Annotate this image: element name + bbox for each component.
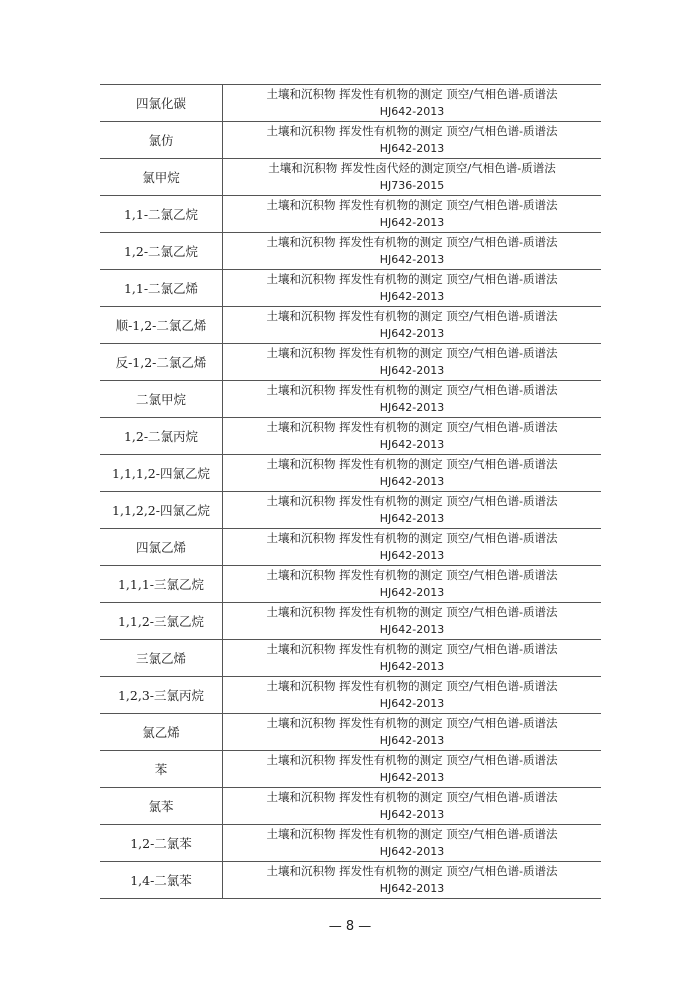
standard-code: HJ642-2013 bbox=[379, 697, 445, 710]
analyte-name-cell: 1,2-二氯丙烷 bbox=[100, 418, 223, 455]
table-row bbox=[100, 307, 601, 344]
method-title: 土壤和沉积物 挥发性有机物的测定 顶空/气相色谱-质谱法 bbox=[266, 568, 558, 582]
method-cell bbox=[223, 677, 602, 714]
table-row bbox=[100, 751, 601, 788]
analyte-name-cell: 二氯甲烷 bbox=[100, 381, 223, 418]
standard-code: HJ642-2013 bbox=[379, 512, 445, 525]
table-row bbox=[100, 788, 601, 825]
method-title: 土壤和沉积物 挥发性有机物的测定 顶空/气相色谱-质谱法 bbox=[266, 679, 558, 693]
standard-code: HJ642-2013 bbox=[379, 401, 445, 414]
table-row bbox=[100, 85, 601, 122]
standard-code: HJ642-2013 bbox=[379, 142, 445, 155]
method-cell bbox=[223, 196, 602, 233]
analyte-name-cell: 苯 bbox=[100, 751, 223, 788]
analyte-name-cell: 氯苯 bbox=[100, 788, 223, 825]
method-cell bbox=[223, 529, 602, 566]
standard-code: HJ642-2013 bbox=[379, 290, 445, 303]
standard-code: HJ642-2013 bbox=[379, 216, 445, 229]
method-title: 土壤和沉积物 挥发性有机物的测定 顶空/气相色谱-质谱法 bbox=[266, 457, 558, 471]
method-cell bbox=[223, 418, 602, 455]
analyte-name-cell: 1,2,3-三氯丙烷 bbox=[100, 677, 223, 714]
table-row bbox=[100, 233, 601, 270]
method-cell bbox=[223, 825, 602, 862]
method-title: 土壤和沉积物 挥发性有机物的测定 顶空/气相色谱-质谱法 bbox=[266, 124, 558, 138]
method-title: 土壤和沉积物 挥发性有机物的测定 顶空/气相色谱-质谱法 bbox=[266, 198, 558, 212]
standard-code: HJ642-2013 bbox=[379, 808, 445, 821]
standard-code: HJ642-2013 bbox=[379, 734, 445, 747]
table-row bbox=[100, 492, 601, 529]
standard-code: HJ642-2013 bbox=[379, 586, 445, 599]
method-title: 土壤和沉积物 挥发性有机物的测定 顶空/气相色谱-质谱法 bbox=[266, 235, 558, 249]
method-title: 土壤和沉积物 挥发性有机物的测定 顶空/气相色谱-质谱法 bbox=[266, 864, 558, 878]
analyte-name-cell: 反-1,2-二氯乙烯 bbox=[100, 344, 223, 381]
method-cell bbox=[223, 862, 602, 899]
method-title: 土壤和沉积物 挥发性有机物的测定 顶空/气相色谱-质谱法 bbox=[266, 753, 558, 767]
method-title: 土壤和沉积物 挥发性有机物的测定 顶空/气相色谱-质谱法 bbox=[266, 309, 558, 323]
method-cell bbox=[223, 85, 602, 122]
table-row bbox=[100, 122, 601, 159]
method-title: 土壤和沉积物 挥发性有机物的测定 顶空/气相色谱-质谱法 bbox=[266, 346, 558, 360]
standard-code: HJ642-2013 bbox=[379, 549, 445, 562]
method-cell bbox=[223, 714, 602, 751]
method-title: 土壤和沉积物 挥发性有机物的测定 顶空/气相色谱-质谱法 bbox=[266, 87, 558, 101]
analyte-name-cell: 四氯乙烯 bbox=[100, 529, 223, 566]
method-title: 土壤和沉积物 挥发性有机物的测定 顶空/气相色谱-质谱法 bbox=[266, 272, 558, 286]
table-row bbox=[100, 714, 601, 751]
table-row bbox=[100, 418, 601, 455]
table-row bbox=[100, 825, 601, 862]
method-cell bbox=[223, 159, 602, 196]
standard-code: HJ642-2013 bbox=[379, 660, 445, 673]
table-row bbox=[100, 344, 601, 381]
table-row bbox=[100, 677, 601, 714]
standard-code: HJ642-2013 bbox=[379, 475, 445, 488]
method-cell bbox=[223, 492, 602, 529]
analyte-name-cell: 1,1-二氯乙烷 bbox=[100, 196, 223, 233]
analyte-name-cell: 氯甲烷 bbox=[100, 159, 223, 196]
method-cell bbox=[223, 344, 602, 381]
method-title: 土壤和沉积物 挥发性有机物的测定 顶空/气相色谱-质谱法 bbox=[266, 827, 558, 841]
standard-code: HJ642-2013 bbox=[379, 364, 445, 377]
analyte-name-cell: 1,1,1,2-四氯乙烷 bbox=[100, 455, 223, 492]
analyte-name-cell: 顺-1,2-二氯乙烯 bbox=[100, 307, 223, 344]
method-title: 土壤和沉积物 挥发性有机物的测定 顶空/气相色谱-质谱法 bbox=[266, 420, 558, 434]
analyte-name-cell: 1,2-二氯苯 bbox=[100, 825, 223, 862]
table-row bbox=[100, 455, 601, 492]
analyte-name-cell: 1,1,1-三氯乙烷 bbox=[100, 566, 223, 603]
method-title: 土壤和沉积物 挥发性有机物的测定 顶空/气相色谱-质谱法 bbox=[266, 531, 558, 545]
table-row bbox=[100, 381, 601, 418]
method-title: 土壤和沉积物 挥发性有机物的测定 顶空/气相色谱-质谱法 bbox=[266, 642, 558, 656]
method-cell bbox=[223, 307, 602, 344]
page-number: — 8 — bbox=[328, 919, 372, 934]
standard-code: HJ642-2013 bbox=[379, 438, 445, 451]
standard-code: HJ642-2013 bbox=[379, 327, 445, 340]
standard-code: HJ642-2013 bbox=[379, 253, 445, 266]
table-row bbox=[100, 529, 601, 566]
method-cell bbox=[223, 788, 602, 825]
table-row bbox=[100, 196, 601, 233]
method-cell bbox=[223, 751, 602, 788]
table-body bbox=[100, 85, 601, 899]
analyte-name-cell: 氯仿 bbox=[100, 122, 223, 159]
analyte-name-cell: 三氯乙烯 bbox=[100, 640, 223, 677]
analyte-name-cell: 四氯化碳 bbox=[100, 85, 223, 122]
method-title: 土壤和沉积物 挥发性有机物的测定 顶空/气相色谱-质谱法 bbox=[266, 716, 558, 730]
method-cell bbox=[223, 455, 602, 492]
table-row bbox=[100, 566, 601, 603]
table-row bbox=[100, 159, 601, 196]
analyte-name-cell: 1,2-二氯乙烷 bbox=[100, 233, 223, 270]
analyte-name-cell: 1,4-二氯苯 bbox=[100, 862, 223, 899]
table-row bbox=[100, 603, 601, 640]
method-cell bbox=[223, 640, 602, 677]
analyte-name-cell: 1,1-二氯乙烯 bbox=[100, 270, 223, 307]
method-cell bbox=[223, 233, 602, 270]
analyte-name-cell: 1,1,2-三氯乙烷 bbox=[100, 603, 223, 640]
method-title: 土壤和沉积物 挥发性有机物的测定 顶空/气相色谱-质谱法 bbox=[266, 494, 558, 508]
analyte-name-cell: 氯乙烯 bbox=[100, 714, 223, 751]
standard-code: HJ642-2013 bbox=[379, 845, 445, 858]
analysis-method-table bbox=[100, 84, 601, 899]
method-cell bbox=[223, 566, 602, 603]
table-row bbox=[100, 640, 601, 677]
standard-code: HJ642-2013 bbox=[379, 882, 445, 895]
method-title: 土壤和沉积物 挥发性有机物的测定 顶空/气相色谱-质谱法 bbox=[266, 383, 558, 397]
method-cell bbox=[223, 381, 602, 418]
table-row bbox=[100, 270, 601, 307]
standard-code: HJ736-2015 bbox=[379, 179, 445, 192]
standard-code: HJ642-2013 bbox=[379, 771, 445, 784]
method-title: 土壤和沉积物 挥发性有机物的测定 顶空/气相色谱-质谱法 bbox=[266, 605, 558, 619]
method-cell bbox=[223, 122, 602, 159]
method-cell bbox=[223, 603, 602, 640]
method-title: 土壤和沉积物 挥发性有机物的测定 顶空/气相色谱-质谱法 bbox=[266, 790, 558, 804]
standard-code: HJ642-2013 bbox=[379, 105, 445, 118]
table-row bbox=[100, 862, 601, 899]
method-cell bbox=[223, 270, 602, 307]
method-title: 土壤和沉积物 挥发性卤代烃的测定顶空/气相色谱-质谱法 bbox=[268, 161, 556, 175]
analyte-name-cell: 1,1,2,2-四氯乙烷 bbox=[100, 492, 223, 529]
standard-code: HJ642-2013 bbox=[379, 623, 445, 636]
